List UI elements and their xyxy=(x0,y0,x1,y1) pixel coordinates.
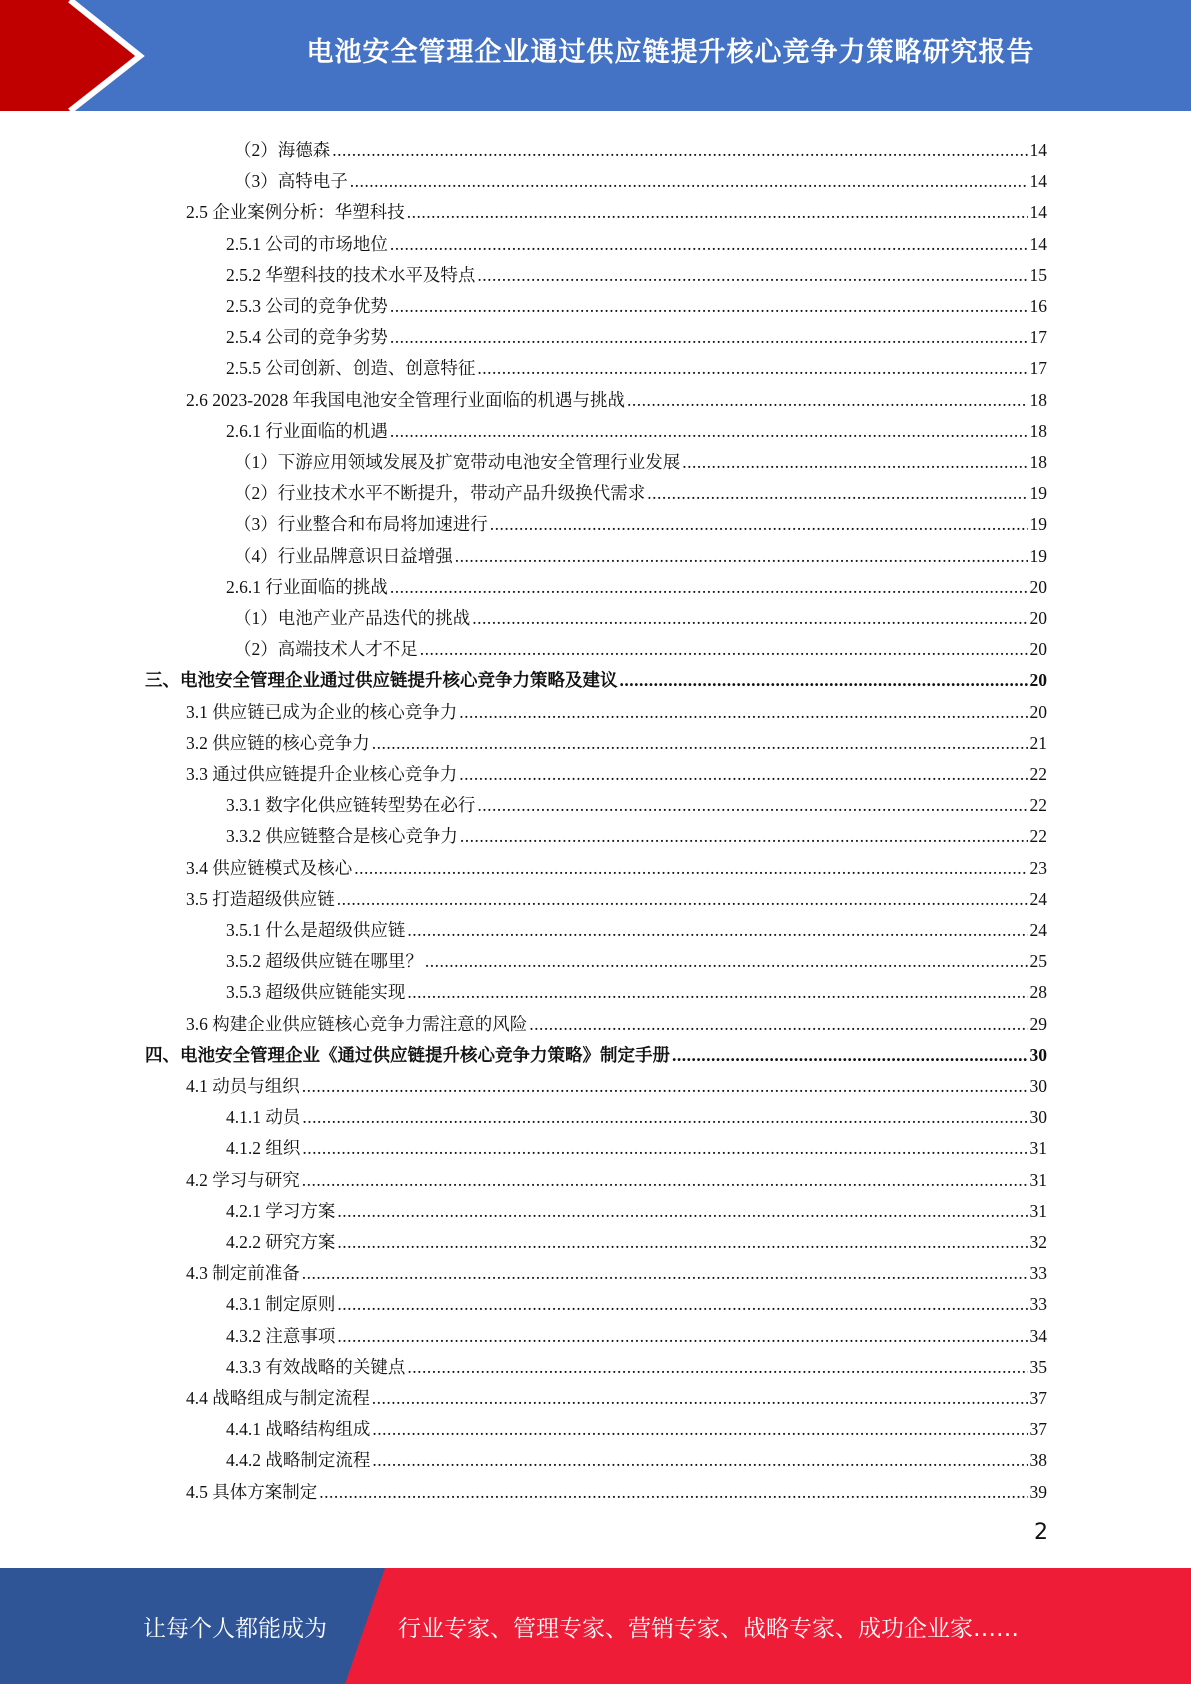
toc-entry[interactable] xyxy=(226,1191,1047,1222)
toc-entry-title: 3.3.2 供应链整合是核心竞争力 xyxy=(226,826,458,847)
toc-entry-title: 4.4.2 战略制定流程 xyxy=(226,1450,371,1471)
toc-entry-title: 2.5.5 公司创新、创造、创意特征 xyxy=(226,358,476,379)
toc-entry-title: 3.5.1 什么是超级供应链 xyxy=(226,920,406,940)
toc-entry[interactable] xyxy=(186,754,1047,785)
toc-entry[interactable] xyxy=(226,910,1047,941)
toc-entry-title: （2）高端技术人才不足 xyxy=(234,639,418,660)
toc-entry-title: 3.4 供应链模式及核心 xyxy=(186,857,353,878)
toc-entry-page: 14 xyxy=(1029,171,1047,192)
dot-leader xyxy=(477,357,1027,379)
toc-entry-title: （3）高特电子 xyxy=(234,171,348,192)
dot-leader xyxy=(682,451,1027,473)
dot-leader xyxy=(302,1137,1027,1159)
dot-leader xyxy=(372,732,1028,754)
toc-entry[interactable] xyxy=(226,1440,1047,1471)
toc-entry-title: 4.3.2 注意事项 xyxy=(226,1325,336,1346)
toc-entry-page: 24 xyxy=(1029,888,1047,909)
toc-entry[interactable] xyxy=(226,1347,1047,1378)
dot-leader xyxy=(372,1387,1028,1409)
toc-entry-page: 18 xyxy=(1029,452,1047,472)
toc-entry-page: 20 xyxy=(1029,701,1047,722)
toc-entry[interactable] xyxy=(186,692,1047,723)
toc-entry[interactable] xyxy=(234,504,1047,535)
toc-entry-title: 3.5.2 超级供应链在哪里？ xyxy=(226,951,423,972)
toc-entry-page: 20 xyxy=(1029,576,1047,597)
toc-entry[interactable] xyxy=(226,567,1047,598)
toc-entry-page: 37 xyxy=(1029,1388,1047,1408)
toc-entry[interactable] xyxy=(226,785,1047,816)
toc-entry-title: 四、电池安全管理企业《通过供应链提升核心竞争力策略》制定手册 xyxy=(145,1044,670,1065)
toc-entry-title: 2.6 2023-2028 年我国电池安全管理行业面临的机遇与挑战 xyxy=(186,389,625,410)
toc-entry-page: 25 xyxy=(1029,951,1047,972)
toc-entry[interactable] xyxy=(234,130,1047,161)
toc-entry-title: （4）行业品牌意识日益增强 xyxy=(234,545,453,566)
toc-entry-page: 22 xyxy=(1029,764,1047,784)
toc-entry[interactable] xyxy=(226,1409,1047,1440)
dot-leader xyxy=(407,981,1027,1003)
footer-slogan-right: 行业专家、管理专家、营销专家、战略专家、成功企业家…… xyxy=(398,1616,1019,1642)
dot-leader xyxy=(407,201,1028,223)
toc-entry-title: （2）行业技术水平不断提升，带动产品升级换代需求 xyxy=(234,483,646,504)
toc-entry[interactable] xyxy=(186,1472,1047,1503)
dot-leader xyxy=(302,1262,1028,1284)
dot-leader xyxy=(372,1449,1027,1471)
dot-leader xyxy=(529,1013,1027,1035)
toc-entry-title: 4.3.3 有效战略的关键点 xyxy=(226,1356,406,1377)
dot-leader xyxy=(350,170,1028,192)
dot-leader xyxy=(319,1481,1027,1503)
dot-leader xyxy=(390,326,1028,348)
toc-entry[interactable] xyxy=(226,224,1047,255)
toc-entry[interactable] xyxy=(226,1097,1047,1128)
toc-entry-title: 3.5.3 超级供应链能实现 xyxy=(226,982,406,1003)
toc-entry-page: 20 xyxy=(1029,639,1047,660)
toc-entry[interactable] xyxy=(234,629,1047,660)
dot-leader xyxy=(372,1418,1027,1440)
dot-leader xyxy=(337,1325,1027,1347)
toc-entry-page: 18 xyxy=(1029,420,1047,441)
toc-entry[interactable] xyxy=(226,1284,1047,1315)
dot-leader xyxy=(425,950,1028,972)
dot-leader xyxy=(354,857,1027,879)
toc-entry-title: 3.3.1 数字化供应链转型势在必行 xyxy=(226,795,476,816)
toc-entry-title: 4.1.2 组织 xyxy=(226,1138,301,1159)
toc-entry[interactable] xyxy=(234,161,1047,192)
toc-entry[interactable] xyxy=(186,1253,1047,1284)
toc-entry-title: 3.2 供应链的核心竞争力 xyxy=(186,732,370,753)
toc-entry[interactable] xyxy=(186,848,1047,879)
dot-leader xyxy=(420,638,1028,660)
header-chevron-decoration xyxy=(0,0,160,111)
toc-entry-page: 35 xyxy=(1029,1356,1047,1377)
dot-leader xyxy=(472,607,1027,629)
toc-entry-title: 4.3.1 制定原则 xyxy=(226,1294,336,1315)
toc-entry[interactable] xyxy=(226,1128,1047,1159)
toc-entry[interactable] xyxy=(226,411,1047,442)
toc-entry-page: 20 xyxy=(1029,670,1047,691)
dot-leader xyxy=(337,1293,1027,1315)
toc-entry[interactable] xyxy=(186,1378,1047,1409)
toc-entry-title: 2.6.1 行业面临的挑战 xyxy=(226,576,388,597)
toc-entry[interactable] xyxy=(226,348,1047,379)
toc-entry[interactable] xyxy=(234,473,1047,504)
dot-leader xyxy=(477,264,1027,286)
report-title: 电池安全管理企业通过供应链提升核心竞争力策略研究报告 xyxy=(306,37,1035,68)
dot-leader xyxy=(407,919,1027,941)
toc-entry-page: 39 xyxy=(1029,1481,1047,1502)
page-header xyxy=(0,0,1191,111)
toc-entry[interactable] xyxy=(186,1160,1047,1191)
toc-entry-page: 33 xyxy=(1029,1263,1047,1284)
toc-entry-title: 2.5.4 公司的竞争劣势 xyxy=(226,327,388,348)
toc-entry-title: 4.1.1 动员 xyxy=(226,1107,301,1128)
dot-leader xyxy=(647,482,1027,504)
dot-leader xyxy=(337,1200,1027,1222)
toc-entry[interactable] xyxy=(226,286,1047,317)
toc-entry-title: 4.5 具体方案制定 xyxy=(186,1481,318,1502)
toc-entry-title: 4.1 动员与组织 xyxy=(186,1076,300,1096)
toc-entry-title: 4.4 战略组成与制定流程 xyxy=(186,1388,370,1408)
toc-entry[interactable] xyxy=(145,1035,1047,1066)
toc-entry-title: 4.4.1 战略结构组成 xyxy=(226,1419,371,1440)
toc-entry[interactable] xyxy=(186,1066,1047,1097)
toc-entry-page: 18 xyxy=(1029,389,1047,410)
toc-entry-title: （1）下游应用领域发展及扩宽带动电池安全管理行业发展 xyxy=(234,452,681,472)
toc-entry-page: 30 xyxy=(1029,1107,1047,1128)
toc-entry-title: 3.6 构建企业供应链核心竞争力需注意的风险 xyxy=(186,1013,528,1034)
toc-entry-page: 30 xyxy=(1029,1076,1047,1096)
toc-entry-title: （1）电池产业产品迭代的挑战 xyxy=(234,608,471,628)
toc-entry-page: 22 xyxy=(1029,795,1047,816)
toc-entry[interactable] xyxy=(186,192,1047,223)
toc-entry-title: 2.5.1 公司的市场地位 xyxy=(226,233,388,254)
toc-entry-title: 2.5 企业案例分析：华塑科技 xyxy=(186,202,405,223)
toc-entry-title: （3）行业整合和布局将加速进行 xyxy=(234,514,488,535)
toc-entry-page: 14 xyxy=(1029,140,1047,160)
toc-entry[interactable] xyxy=(186,879,1047,910)
dot-leader xyxy=(490,513,1028,535)
toc-entry[interactable] xyxy=(226,816,1047,847)
toc-entry-page: 31 xyxy=(1029,1169,1047,1190)
toc-entry-title: 3.5 打造超级供应链 xyxy=(186,888,335,909)
toc-entry-page: 31 xyxy=(1029,1200,1047,1221)
toc-entry[interactable] xyxy=(186,1004,1047,1035)
toc-entry-title: 4.2.1 学习方案 xyxy=(226,1200,336,1221)
toc-entry-page: 32 xyxy=(1029,1232,1047,1252)
dot-leader xyxy=(477,794,1027,816)
dot-leader xyxy=(620,669,1028,691)
toc-entry-page: 23 xyxy=(1029,857,1047,878)
toc-entry[interactable] xyxy=(234,442,1047,473)
dot-leader xyxy=(460,825,1028,847)
toc-entry[interactable] xyxy=(226,317,1047,348)
toc-entry-page: 14 xyxy=(1029,233,1047,254)
toc-entry-title: （2）海德森 xyxy=(234,140,331,160)
toc-entry-page: 24 xyxy=(1029,920,1047,940)
toc-entry-page: 15 xyxy=(1029,264,1047,285)
dot-leader xyxy=(337,1231,1027,1253)
dot-leader xyxy=(390,233,1028,255)
toc-entry-page: 22 xyxy=(1029,826,1047,847)
page-footer xyxy=(0,1568,1191,1684)
toc-entry-page: 31 xyxy=(1029,1138,1047,1159)
toc-entry-page: 19 xyxy=(1029,545,1047,566)
toc-entry-page: 16 xyxy=(1029,296,1047,316)
toc-entry[interactable] xyxy=(234,536,1047,567)
toc-entry[interactable] xyxy=(226,941,1047,972)
toc-entry-title: 2.6.1 行业面临的机遇 xyxy=(226,420,388,441)
toc-entry-page: 33 xyxy=(1029,1294,1047,1315)
toc-entry-page: 19 xyxy=(1029,483,1047,504)
page-number: 2 xyxy=(1034,1520,1048,1545)
toc-entry-title: 4.2 学习与研究 xyxy=(186,1169,300,1190)
footer-slogan-left: 让每个人都能成为 xyxy=(143,1616,327,1642)
toc-entry[interactable] xyxy=(226,1316,1047,1347)
toc-entry-title: 3.3 通过供应链提升企业核心竞争力 xyxy=(186,764,458,784)
dot-leader xyxy=(455,545,1028,567)
toc-entry[interactable] xyxy=(226,972,1047,1003)
toc-entry-title: 3.1 供应链已成为企业的核心竞争力 xyxy=(186,701,458,722)
toc-entry-title: 2.5.2 华塑科技的技术水平及特点 xyxy=(226,264,476,285)
dot-leader xyxy=(332,139,1027,161)
toc-entry-page: 29 xyxy=(1029,1013,1047,1034)
dot-leader xyxy=(390,576,1028,598)
toc-entry-page: 20 xyxy=(1029,608,1047,628)
toc-entry-title: 三、电池安全管理企业通过供应链提升核心竞争力策略及建议 xyxy=(145,670,618,691)
toc-entry-title: 4.3 制定前准备 xyxy=(186,1263,300,1284)
dot-leader xyxy=(337,888,1028,910)
toc-entry-page: 19 xyxy=(1029,514,1047,535)
toc-entry-page: 37 xyxy=(1029,1419,1047,1440)
dot-leader xyxy=(302,1075,1028,1097)
dot-leader xyxy=(672,1044,1028,1066)
toc-entry-page: 30 xyxy=(1029,1044,1047,1065)
toc-entry-page: 38 xyxy=(1029,1450,1047,1471)
toc-entry-page: 34 xyxy=(1029,1325,1047,1346)
toc-entry[interactable] xyxy=(234,598,1047,629)
toc-entry[interactable] xyxy=(145,660,1047,691)
dot-leader xyxy=(627,389,1028,411)
dot-leader xyxy=(302,1106,1027,1128)
dot-leader xyxy=(407,1356,1027,1378)
dot-leader xyxy=(302,1169,1028,1191)
toc-entry-page: 14 xyxy=(1029,202,1047,223)
toc-entry[interactable] xyxy=(226,1222,1047,1253)
toc-entry[interactable] xyxy=(186,380,1047,411)
toc-entry[interactable] xyxy=(186,723,1047,754)
toc-entry[interactable] xyxy=(226,255,1047,286)
dot-leader xyxy=(459,701,1027,723)
toc-entry-page: 21 xyxy=(1029,732,1047,753)
toc-entry-page: 28 xyxy=(1029,982,1047,1003)
dot-leader xyxy=(459,763,1027,785)
dot-leader xyxy=(390,420,1028,442)
dot-leader xyxy=(390,295,1028,317)
toc-entry-page: 17 xyxy=(1029,358,1047,379)
toc-entry-title: 2.5.3 公司的竞争优势 xyxy=(226,296,388,316)
toc-entry-title: 4.2.2 研究方案 xyxy=(226,1232,336,1252)
toc-entry-page: 17 xyxy=(1029,327,1047,348)
